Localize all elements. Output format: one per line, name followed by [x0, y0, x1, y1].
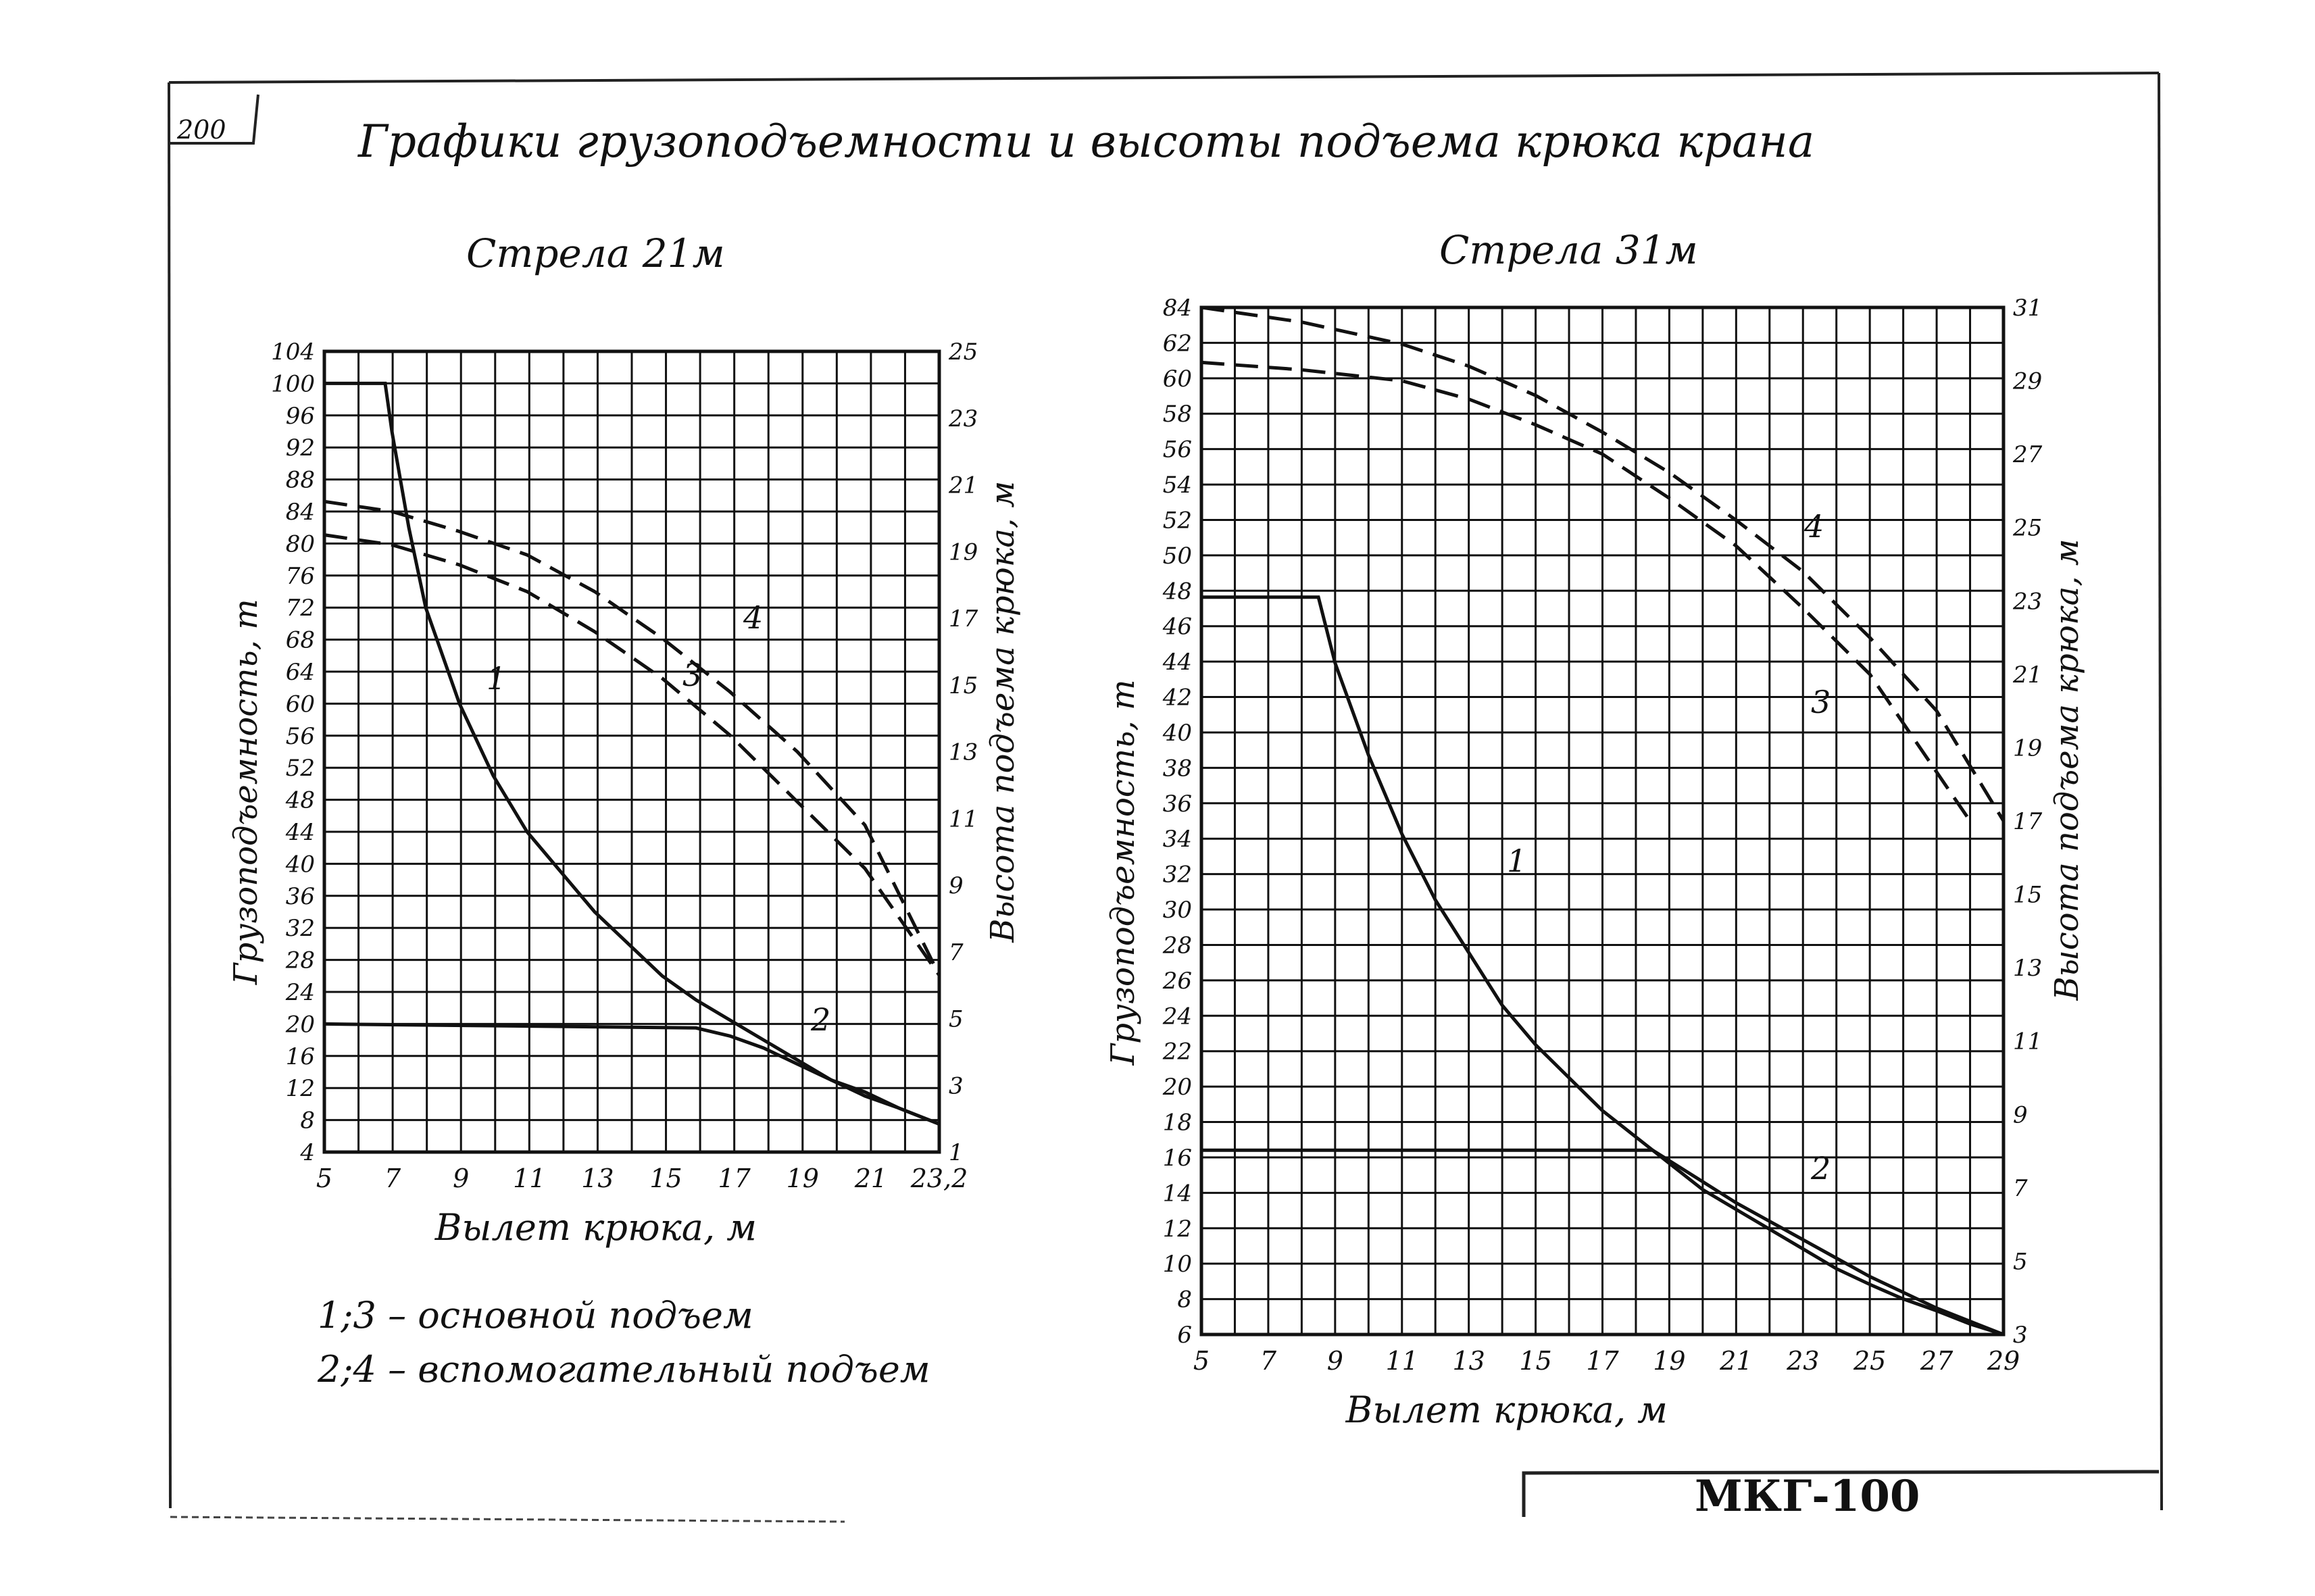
x-tick-label: 21	[1720, 1346, 1753, 1376]
y-tick-label: 84	[285, 499, 315, 526]
chart-title: Стрела 21м	[466, 230, 725, 276]
y-tick-label: 44	[285, 819, 315, 846]
y2-tick-label: 17	[949, 605, 978, 632]
y-tick-label: 16	[285, 1043, 315, 1070]
y-tick-label: 56	[1162, 436, 1192, 464]
chart-title: Стрела 31м	[1439, 227, 1698, 273]
y-tick-label: 84	[1162, 295, 1192, 322]
y2-tick-label: 11	[2013, 1028, 2043, 1055]
y-tick-label: 38	[1162, 755, 1192, 782]
page-title: Графики грузоподъемности и высоты подъема крюка крана	[358, 116, 1815, 168]
y-tick-label: 68	[285, 626, 315, 654]
y2-tick-label: 17	[2013, 808, 2043, 835]
y-tick-label: 12	[285, 1075, 315, 1103]
frame-right	[2159, 73, 2162, 1510]
y-tick-label: 54	[1162, 472, 1192, 499]
y2-tick-label: 7	[949, 939, 964, 966]
x-tick-label: 19	[786, 1164, 819, 1193]
y-tick-label: 64	[285, 659, 315, 686]
y2-tick-label: 25	[949, 339, 978, 366]
x-tick-label: 29	[1987, 1346, 2020, 1376]
y-tick-label: 34	[1162, 826, 1192, 853]
y-tick-label: 56	[285, 722, 315, 750]
x-tick-label: 17	[718, 1164, 751, 1193]
y-tick-label: 4	[300, 1139, 315, 1166]
x-tick-label: 7	[384, 1164, 401, 1193]
curve-label: 2	[1811, 1150, 1831, 1187]
y-tick-label: 32	[285, 915, 315, 943]
stamp-text: МКГ-100	[1695, 1471, 1920, 1522]
frame-bottom	[170, 1517, 845, 1522]
y2-tick-label: 29	[2013, 368, 2043, 395]
y2-tick-label: 23	[2013, 588, 2043, 616]
x-tick-label: 17	[1586, 1346, 1619, 1376]
x-tick-label: 27	[1920, 1346, 1953, 1376]
frame-left	[169, 82, 170, 1508]
x-tick-label: 23	[1787, 1346, 1820, 1376]
y-tick-label: 40	[1162, 719, 1192, 747]
y-tick-label: 24	[1162, 1003, 1192, 1030]
sheet-number: 200	[177, 115, 226, 145]
y-tick-label: 28	[285, 947, 315, 974]
x-tick-label: 5	[316, 1164, 333, 1193]
y2-axis-label: Высота подъема крюка, м	[984, 480, 1022, 943]
y-tick-label: 72	[285, 595, 315, 622]
y-tick-label: 32	[1162, 861, 1192, 889]
y2-tick-label: 27	[2013, 441, 2043, 469]
y2-tick-label: 31	[2013, 295, 2043, 322]
curve-label: 4	[743, 599, 764, 636]
y2-tick-label: 1	[949, 1139, 964, 1166]
curve-label: 2	[811, 1001, 831, 1038]
x-tick-label: 9	[453, 1164, 470, 1193]
x-tick-label: 19	[1653, 1346, 1686, 1376]
y2-tick-label: 9	[2013, 1101, 2028, 1129]
y2-tick-label: 9	[949, 872, 964, 899]
y-tick-label: 36	[285, 882, 315, 910]
y-tick-label: 18	[1162, 1109, 1192, 1137]
x-tick-label: 21	[854, 1164, 888, 1193]
x-tick-label: 15	[1519, 1346, 1552, 1376]
y-tick-label: 52	[1162, 507, 1192, 534]
x-tick-label: 15	[649, 1164, 682, 1193]
y2-tick-label: 15	[949, 672, 978, 699]
y2-tick-label: 19	[2013, 734, 2043, 762]
y-tick-label: 104	[271, 339, 315, 366]
y-axis-label: Грузоподъемность, т	[1104, 679, 1142, 1066]
y-tick-label: 46	[1162, 613, 1192, 641]
x-tick-label: 23,2	[910, 1164, 968, 1193]
y-tick-label: 20	[1162, 1074, 1192, 1101]
y-tick-label: 52	[285, 755, 315, 782]
x-tick-label: 7	[1260, 1346, 1277, 1376]
y-tick-label: 24	[285, 979, 315, 1006]
y-tick-label: 20	[285, 1011, 315, 1039]
legend-line-2: 2;4 – вспомогательный подъем	[318, 1348, 930, 1391]
curve-label: 1	[1507, 843, 1527, 879]
x-tick-label: 13	[1452, 1346, 1485, 1376]
y2-tick-label: 5	[949, 1005, 964, 1033]
y-tick-label: 6	[1177, 1322, 1192, 1349]
y2-tick-label: 23	[949, 405, 978, 432]
y-tick-label: 60	[1162, 365, 1192, 393]
y-tick-label: 44	[1162, 649, 1192, 676]
y-tick-label: 8	[300, 1107, 315, 1134]
y2-tick-label: 13	[2013, 955, 2043, 982]
y2-tick-label: 3	[949, 1072, 964, 1100]
y-tick-label: 10	[1162, 1251, 1192, 1278]
y-tick-label: 48	[285, 787, 315, 814]
y-tick-label: 12	[1162, 1215, 1192, 1243]
x-tick-label: 11	[513, 1164, 546, 1193]
x-tick-label: 9	[1326, 1346, 1343, 1376]
y2-tick-label: 19	[949, 539, 978, 566]
y2-tick-label: 25	[2013, 514, 2043, 542]
y-tick-label: 8	[1177, 1286, 1192, 1314]
y-tick-label: 92	[285, 434, 315, 462]
y-tick-label: 28	[1162, 932, 1192, 959]
y-tick-label: 50	[1162, 542, 1192, 570]
y2-tick-label: 11	[949, 805, 978, 833]
y-tick-label: 96	[285, 402, 315, 430]
x-tick-label: 11	[1385, 1346, 1418, 1376]
y2-tick-label: 13	[949, 739, 978, 766]
y-tick-label: 76	[285, 562, 315, 590]
x-tick-label: 13	[581, 1164, 614, 1193]
x-axis-label: Вылет крюка, м	[434, 1206, 757, 1249]
y-tick-label: 40	[285, 851, 315, 878]
y2-axis-label: Высота подъема крюка, м	[2048, 539, 2086, 1001]
y-tick-label: 88	[285, 466, 315, 494]
y-tick-label: 26	[1162, 967, 1192, 995]
chart-boom-21m	[227, 230, 1022, 1249]
y-tick-label: 14	[1162, 1180, 1192, 1207]
curve-label: 3	[1811, 684, 1831, 720]
legend-line-1: 1;3 – основной подъем	[318, 1294, 753, 1337]
curve-label: 4	[1804, 508, 1824, 545]
x-axis-label: Вылет крюка, м	[1345, 1389, 1668, 1431]
x-tick-label: 5	[1193, 1346, 1210, 1376]
y-tick-label: 30	[1162, 897, 1192, 924]
y2-tick-label: 7	[2013, 1174, 2028, 1202]
y2-tick-label: 3	[2013, 1322, 2028, 1349]
y-tick-label: 80	[285, 530, 315, 558]
y-tick-label: 48	[1162, 578, 1192, 605]
y-tick-label: 16	[1162, 1144, 1192, 1172]
curve-label: 1	[487, 660, 507, 697]
y-tick-label: 60	[285, 691, 315, 718]
y-tick-label: 22	[1162, 1038, 1192, 1066]
y2-tick-label: 5	[2013, 1248, 2028, 1276]
y2-tick-label: 21	[2013, 661, 2043, 689]
y-tick-label: 42	[1162, 684, 1192, 712]
y-tick-label: 58	[1162, 401, 1192, 428]
y2-tick-label: 15	[2013, 881, 2043, 909]
y-tick-label: 62	[1162, 330, 1192, 357]
frame-top	[169, 73, 2159, 82]
y2-tick-label: 21	[949, 472, 978, 499]
y-axis-label: Грузоподъемность, т	[227, 599, 265, 985]
chart-boom-31m	[1104, 227, 2086, 1431]
y-tick-label: 36	[1162, 790, 1192, 818]
x-tick-label: 25	[1853, 1346, 1887, 1376]
y-tick-label: 100	[271, 370, 315, 398]
curve-label: 3	[682, 657, 703, 693]
